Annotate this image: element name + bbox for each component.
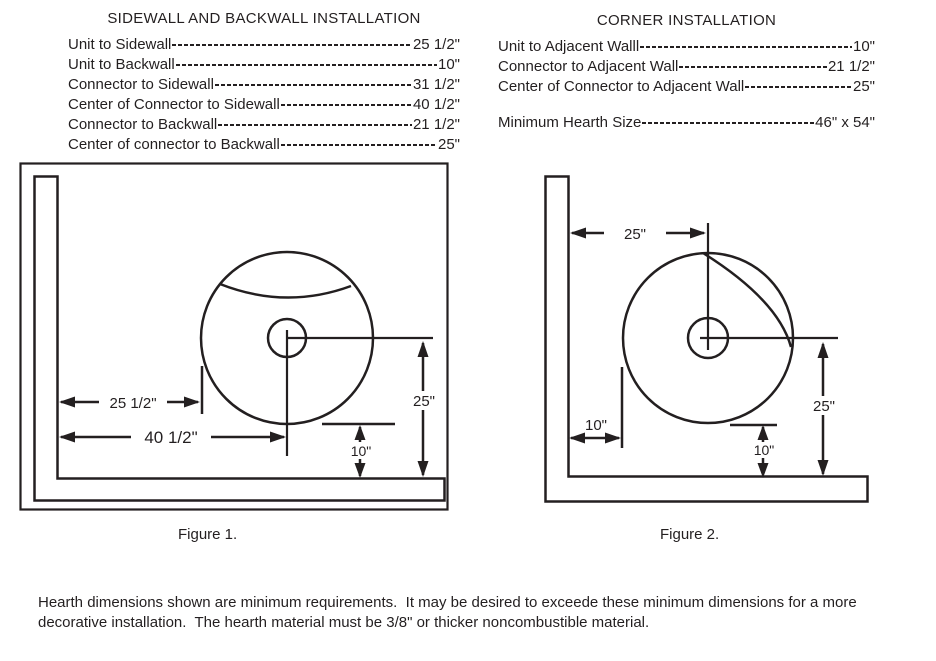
dim-label-center-to-wall: 25" (623, 226, 647, 243)
arrowhead-right-icon (605, 433, 621, 444)
arrowhead-up-icon (758, 425, 769, 440)
spec-value: 31 1/2" (412, 75, 460, 93)
dim-label-center-to-backwall: 25" (412, 393, 436, 410)
spec-value: 21 1/2" (412, 115, 460, 133)
arrowhead-down-icon (818, 460, 829, 476)
arrowhead-up-icon (818, 342, 829, 358)
spec-value: 21 1/2" (827, 57, 875, 75)
spec-value: 40 1/2" (412, 95, 460, 113)
dim-label-center-to-backwall: 25" (812, 398, 836, 415)
arrowhead-down-icon (355, 463, 366, 478)
dim-label-unit-to-backwall: 10" (350, 443, 372, 459)
corner-title: CORNER INSTALLATION (596, 12, 777, 29)
spec-value: 25" (852, 77, 875, 95)
spec-value: 10" (437, 55, 460, 73)
spec-label: Connector to Backwall (68, 115, 218, 133)
spec-label: Unit to Adjacent Walll (498, 37, 640, 55)
figure1-diagram (21, 164, 448, 510)
arrowhead-right-icon (184, 397, 200, 408)
spec-value: 46" x 54" (815, 113, 875, 131)
spec-label: Center of Connector to Adjacent Wall (498, 77, 745, 95)
figure1-caption: Figure 1. (178, 526, 238, 543)
arrowhead-right-icon (690, 228, 706, 239)
spec-label: Center of Connector to Sidewall (68, 95, 280, 113)
spec-label: Unit to Backwall (68, 55, 175, 73)
spec-label: Connector to Sidewall (68, 75, 214, 93)
hearth-footnote: Hearth dimensions shown are minimum requirements. It may be desired to exceede these minimum dimensions for a more decorative installation. The hearth material must be 3/8" or thicker noncombustible material. (38, 594, 861, 631)
arrowhead-left-icon (570, 228, 586, 239)
figure2-corner-arc (703, 253, 791, 347)
figure2-diagram (546, 177, 868, 502)
spec-label: Center of connector to Backwall (68, 135, 280, 153)
arrowhead-down-icon (418, 461, 429, 477)
arrowhead-left-icon (59, 397, 75, 408)
figure1-frame (21, 164, 448, 510)
figure2-caption: Figure 2. (660, 526, 720, 543)
arrowhead-up-icon (355, 425, 366, 440)
arrowhead-up-icon (418, 341, 429, 357)
figure1-unit-top-arc (220, 284, 351, 298)
spec-label: Minimum Hearth Size (498, 113, 642, 131)
dim-label-unit-to-sidewall: 25 1/2" (109, 395, 157, 412)
spec-label: Connector to Adjacent Wall (498, 57, 679, 75)
dim-label-center-to-sidewall: 40 1/2" (144, 428, 198, 447)
arrowhead-left-icon (569, 433, 585, 444)
spec-value: 25 1/2" (412, 35, 460, 53)
dim-label-unit-to-backwall: 10" (753, 442, 775, 458)
arrowhead-right-icon (270, 432, 286, 443)
dim-label-unit-to-adjacent-wall: 10" (584, 417, 608, 434)
sidewall-backwall-title: SIDEWALL AND BACKWALL INSTALLATION (107, 10, 421, 27)
arrowhead-left-icon (59, 432, 75, 443)
spec-value: 25" (437, 135, 460, 153)
spec-label: Unit to Sidewall (68, 35, 172, 53)
spec-value: 10" (852, 37, 875, 55)
